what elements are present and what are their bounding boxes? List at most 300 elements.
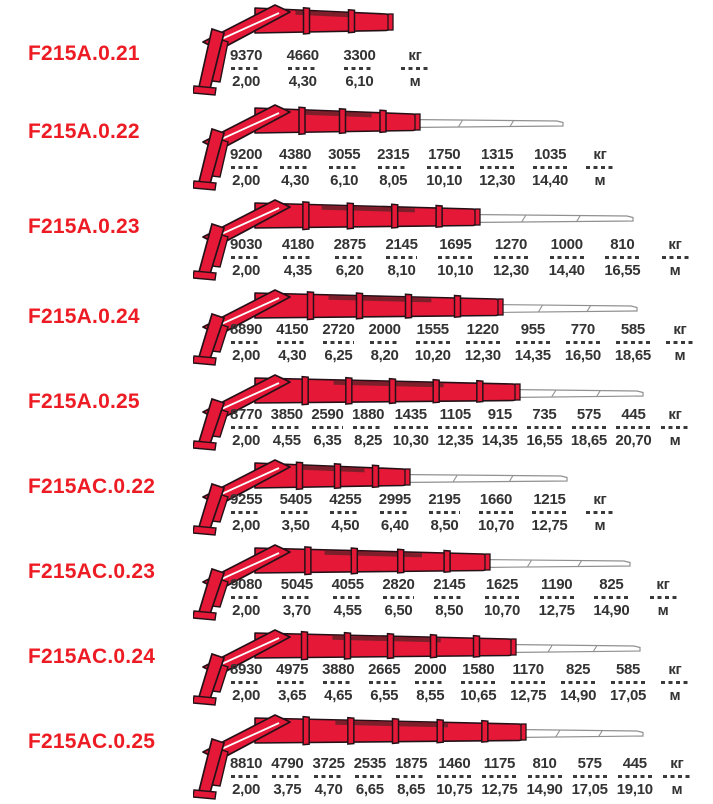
units-column [665,321,695,367]
load-reach-column [610,661,646,707]
dash-separator [272,426,302,429]
load-reach-table [230,236,690,282]
reach-value: 16,50 [564,347,601,365]
dash-separator [333,596,363,599]
load-reach-column [617,755,653,801]
load-value: 8930 [230,660,263,678]
load-reach-column [478,491,514,537]
load-value: 1460 [438,754,471,772]
dash-separator [611,681,645,684]
dash-separator [511,681,545,684]
reach-unit-label: м [657,602,669,620]
load-reach-column [230,406,262,452]
load-value: 9080 [230,575,263,593]
load-value: 1750 [428,145,461,163]
dash-separator [516,341,550,344]
dash-separator [650,596,677,599]
load-reach-column [377,146,409,192]
load-value: 8890 [230,320,263,338]
dash-separator [618,775,652,778]
dash-separator [661,681,688,684]
load-reach-column [313,755,345,801]
dash-separator [312,426,342,429]
load-value: 4790 [271,754,304,772]
load-reach-column [230,661,262,707]
reach-unit-label: м [594,172,606,190]
load-unit-label: кг [408,46,422,64]
load-reach-column [395,755,427,801]
reach-value: 2,00 [232,517,261,535]
dash-separator [616,426,650,429]
dash-separator [330,511,360,514]
reach-value: 18,65 [614,347,651,365]
load-value: 1880 [352,405,385,423]
load-value: 1695 [439,235,472,253]
load-reach-column [334,236,366,282]
load-value: 585 [615,660,641,678]
units-column [662,755,692,801]
load-reach-table [230,576,678,622]
load-reach-column [329,491,361,537]
reach-value: 6,65 [355,781,384,799]
dash-separator [277,681,307,684]
reach-value: 17,05 [571,781,608,799]
load-reach-column [379,491,411,537]
model-label: F215AC.0.23 [28,560,156,583]
reach-value: 10,20 [414,347,451,365]
load-reach-column [493,236,529,282]
load-value: 4055 [331,575,364,593]
load-unit-label: кг [668,405,682,423]
dash-separator [231,256,261,259]
dash-separator [344,67,374,70]
reach-value: 6,40 [380,517,409,535]
load-value: 2000 [368,320,401,338]
load-reach-column [322,321,354,367]
reach-value: 3,75 [273,781,302,799]
dash-separator [283,256,313,259]
load-value: 575 [577,754,602,772]
model-row-F215A.0.21 [0,0,713,100]
reach-unit-label: м [674,347,686,365]
load-reach-table [230,491,615,537]
dash-separator [329,166,359,169]
reach-value: 6,55 [370,687,399,705]
load-reach-column [437,406,473,452]
reach-unit-label: м [671,781,683,799]
load-value: 9370 [230,46,263,64]
load-value: 825 [566,660,591,678]
load-reach-column [615,406,651,452]
load-reach-column [352,406,384,452]
dash-separator [532,511,566,514]
reach-value: 12,75 [531,517,568,535]
reach-value: 4,30 [278,347,307,365]
dash-separator [355,775,385,778]
dash-separator [353,426,383,429]
reach-value: 19,10 [616,781,653,799]
dash-separator [416,341,450,344]
dash-separator [573,775,607,778]
load-reach-table [230,755,692,801]
load-reach-column [615,321,651,367]
load-reach-column [510,661,546,707]
load-reach-column [565,321,601,367]
reach-unit-label: м [669,262,681,280]
load-reach-column [279,146,311,192]
load-value: 1625 [485,575,519,593]
load-reach-column [276,661,308,707]
load-value: 2590 [311,405,344,423]
dash-separator [380,511,410,514]
load-reach-column [230,321,262,367]
dash-separator [540,596,574,599]
load-reach-column [549,236,585,282]
reach-value: 8,10 [387,262,416,280]
reach-value: 12,75 [538,602,575,620]
load-value: 735 [532,405,557,423]
reach-value: 2,00 [232,781,261,799]
load-value: 8810 [230,754,263,772]
reach-value: 8,25 [354,432,383,450]
reach-value: 4,65 [324,687,353,705]
reach-value: 14,90 [560,687,597,705]
dash-separator [370,341,400,344]
model-row-F215AC.0.25 [0,710,713,804]
reach-value: 14,90 [593,602,630,620]
load-unit-label: кг [656,575,670,593]
load-reach-column [437,236,473,282]
reach-unit-label: м [409,73,421,91]
load-value: 9200 [230,145,263,163]
reach-unit-label: м [594,517,606,535]
load-value: 3880 [322,660,355,678]
load-value: 445 [622,754,647,772]
dash-separator [231,511,261,514]
load-reach-column [385,236,417,282]
load-value: 2000 [414,660,447,678]
load-reach-column [428,491,460,537]
dash-separator [438,256,472,259]
load-value: 2315 [377,145,410,163]
load-reach-column [311,406,343,452]
load-reach-column [527,755,563,801]
reach-value: 16,55 [526,432,563,450]
load-value: 2145 [385,235,418,253]
load-reach-column [354,755,386,801]
load-reach-column [230,146,262,192]
load-reach-column [382,576,414,622]
load-reach-column [414,661,446,707]
dash-separator [231,775,261,778]
load-reach-column [230,576,262,622]
load-value: 810 [532,754,557,772]
load-value: 3850 [270,405,303,423]
reach-value: 10,75 [436,781,473,799]
load-unit-label: кг [673,320,687,338]
load-value: 5405 [279,490,312,508]
load-value: 1215 [533,490,566,508]
reach-value: 2,00 [232,602,261,620]
load-value: 8770 [230,405,263,423]
reach-unit-label: м [669,687,681,705]
load-reach-column [465,321,501,367]
load-value: 2995 [378,490,411,508]
reach-value: 12,30 [464,347,501,365]
dash-separator [231,166,261,169]
reach-value: 2,00 [232,432,261,450]
units-column [660,236,690,282]
dash-separator [383,596,413,599]
reach-value: 10,70 [477,517,515,535]
reach-value: 2,00 [232,347,261,365]
units-column [400,47,430,93]
load-reach-column [515,321,551,367]
reach-value: 3,50 [281,517,310,535]
model-row-F215A.0.23 [0,195,713,285]
dash-separator [323,681,353,684]
reach-value: 18,65 [570,432,607,450]
dash-separator [661,426,688,429]
model-row-F215AC.0.24 [0,625,713,710]
load-value: 1170 [512,660,544,678]
load-reach-column [436,755,472,801]
load-reach-column [282,236,314,282]
dash-separator [280,166,310,169]
dash-separator [394,426,428,429]
reach-value: 16,55 [604,262,641,280]
model-row-F215A.0.24 [0,285,713,370]
units-column [660,661,690,707]
load-value: 915 [487,405,512,423]
dash-separator [479,511,513,514]
load-value: 4255 [329,490,362,508]
dash-separator [586,166,613,169]
load-value: 1105 [439,405,471,423]
reach-value: 3,65 [278,687,307,705]
load-reach-column [271,755,303,801]
load-value: 4380 [279,145,312,163]
load-reach-column [287,47,319,93]
load-reach-column [571,406,607,452]
dash-separator [483,426,517,429]
load-value: 955 [520,320,545,338]
load-value: 1555 [416,320,449,338]
dash-separator [533,166,567,169]
dash-separator [386,256,416,259]
load-value: 4660 [286,46,319,64]
load-reach-table [230,321,695,367]
load-value: 825 [599,575,624,593]
load-value: 1580 [462,660,495,678]
load-reach-column [604,236,640,282]
reach-value: 6,50 [384,602,413,620]
dash-separator [277,341,307,344]
load-value: 1220 [466,320,499,338]
load-reach-column [479,146,515,192]
load-value: 5045 [280,575,313,593]
dash-separator [427,166,461,169]
dash-separator [434,596,464,599]
load-reach-column [276,321,308,367]
dash-separator [485,596,519,599]
reach-value: 6,35 [313,432,342,450]
units-column [585,491,615,537]
dash-separator [378,166,408,169]
load-value: 3300 [343,46,376,64]
reach-value: 2,00 [232,73,261,91]
load-value: 9255 [230,490,263,508]
load-reach-column [426,146,462,192]
dash-separator [314,775,344,778]
load-reach-column [281,576,313,622]
reach-value: 14,90 [526,781,563,799]
dash-separator [494,256,528,259]
dash-separator [605,256,639,259]
dash-separator [572,426,606,429]
load-reach-column [271,406,303,452]
reach-value: 14,40 [548,262,585,280]
model-label: F215AC.0.25 [28,730,156,753]
load-value: 1435 [394,405,427,423]
load-reach-table [230,47,430,93]
load-reach-column [322,661,354,707]
load-reach-column [531,491,567,537]
reach-value: 10,65 [460,687,497,705]
load-value: 445 [621,405,646,423]
dash-separator [231,341,261,344]
reach-value: 4,35 [283,262,312,280]
dash-separator [594,596,628,599]
reach-value: 2,00 [232,687,261,705]
load-reach-column [343,47,375,93]
units-column [648,576,678,622]
dash-separator [666,341,693,344]
load-reach-column [369,321,401,367]
dash-separator [335,256,365,259]
load-unit-label: кг [670,754,684,772]
reach-value: 8,50 [435,602,464,620]
dash-separator [429,511,459,514]
load-unit-label: кг [668,660,682,678]
reach-value: 10,10 [437,262,474,280]
reach-value: 14,35 [514,347,551,365]
load-value: 585 [620,320,645,338]
load-unit-label: кг [668,235,682,253]
dash-separator [396,775,426,778]
load-reach-column [230,491,262,537]
dash-separator [282,596,312,599]
model-label: F215A.0.23 [28,215,140,238]
load-value: 9030 [230,235,263,253]
load-reach-column [230,47,262,93]
load-reach-column [484,576,520,622]
load-value: 1175 [483,754,516,772]
dash-separator [231,67,261,70]
dash-separator [616,341,650,344]
dash-separator [466,341,500,344]
load-value: 1000 [550,235,583,253]
load-unit-label: кг [593,490,607,508]
reach-value: 12,35 [437,432,474,450]
dash-separator [482,775,516,778]
reach-value: 6,25 [324,347,353,365]
model-label: F215A.0.22 [28,120,140,143]
load-reach-column [481,755,517,801]
load-reach-table [230,661,690,707]
load-reach-table [230,146,615,192]
reach-value: 4,55 [333,602,362,620]
reach-value: 3,70 [282,602,311,620]
reach-value: 12,30 [492,262,529,280]
reach-value: 12,75 [510,687,547,705]
reach-value: 8,05 [379,172,408,190]
load-reach-column [482,406,518,452]
load-value: 1875 [395,754,428,772]
load-value: 3055 [328,145,361,163]
model-label: F215AC.0.24 [28,645,156,668]
load-value: 1270 [494,235,528,253]
load-value: 2195 [428,490,461,508]
dash-separator [281,511,311,514]
load-reach-column [572,755,608,801]
reach-value: 2,00 [232,172,261,190]
load-reach-column [560,661,596,707]
load-value: 2820 [382,575,415,593]
dash-separator [586,511,613,514]
dash-separator [415,681,445,684]
units-column [660,406,690,452]
model-row-F215AC.0.23 [0,540,713,625]
load-value: 770 [570,320,595,338]
dash-separator [437,775,471,778]
dash-separator [231,681,261,684]
dash-separator [231,426,261,429]
reach-value: 8,65 [397,781,426,799]
model-label: F215A.0.25 [28,390,140,413]
reach-value: 4,30 [281,172,310,190]
dash-separator [272,775,302,778]
reach-value: 6,10 [345,73,374,91]
reach-value: 4,70 [314,781,343,799]
dash-separator [550,256,584,259]
load-value: 4150 [276,320,309,338]
load-value: 2875 [333,235,366,253]
load-value: 1190 [541,575,573,593]
load-value: 2720 [322,320,355,338]
reach-value: 20,70 [615,432,652,450]
dash-separator [231,596,261,599]
load-value: 3725 [312,754,345,772]
dash-separator [401,67,428,70]
load-value: 575 [576,405,601,423]
model-row-F215AC.0.22 [0,455,713,540]
reach-value: 10,10 [426,172,463,190]
model-label: F215AC.0.22 [28,475,156,498]
dash-separator [438,426,472,429]
load-reach-column [433,576,465,622]
load-value: 810 [610,235,635,253]
load-value: 4180 [281,235,314,253]
load-reach-column [332,576,364,622]
load-value: 2535 [353,754,386,772]
reach-value: 17,05 [610,687,647,705]
load-reach-column [230,236,262,282]
model-label: F215A.0.24 [28,305,140,328]
load-reach-column [460,661,496,707]
load-reach-column [532,146,568,192]
dash-separator [461,681,495,684]
